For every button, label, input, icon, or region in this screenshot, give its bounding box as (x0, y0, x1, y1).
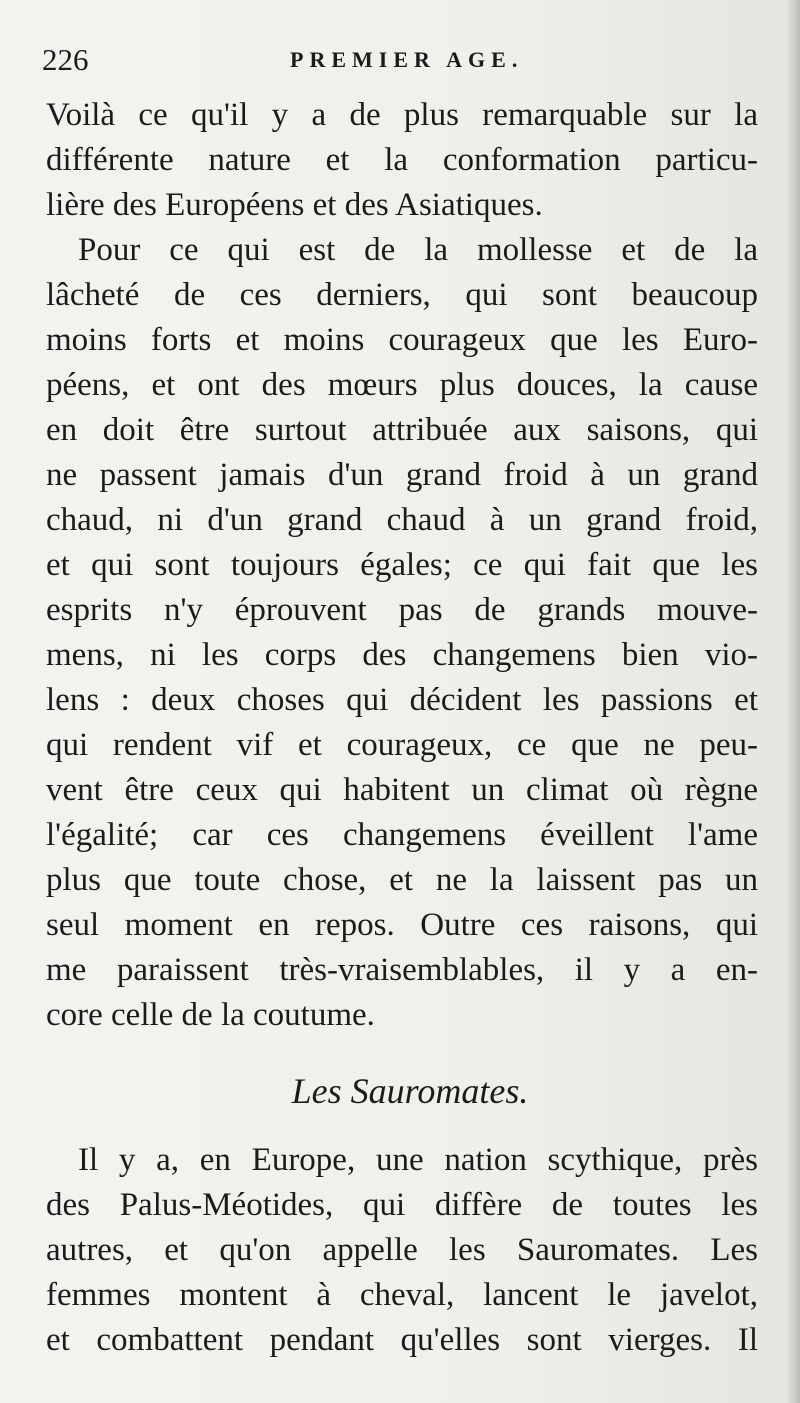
text-line: lière des Européens et des Asiatiques. (46, 187, 543, 223)
text-line: vent être ceux qui habitent un climat où règne (46, 772, 758, 808)
text-line: péens, et ont des mœurs plus douces, la cause (46, 367, 758, 403)
page-header (42, 40, 762, 80)
text-line: lâcheté de ces derniers, qui sont beaucoup (46, 277, 758, 313)
text-line: en doit être surtout attribuée aux saisons, qui (46, 412, 758, 448)
text-line: qui rendent vif et courageux, ce que ne peu- (46, 727, 758, 763)
text-line: mens, ni les corps des changemens bien vio- (46, 637, 758, 673)
page-number: 226 (42, 42, 89, 77)
text-line: différente nature et la conformation particu- (46, 142, 758, 178)
text-line: core celle de la coutume. (46, 997, 375, 1033)
text-line: l'égalité; car ces changemens éveillent l'ame (46, 817, 758, 853)
text-line: moins forts et moins courageux que les Euro- (46, 322, 758, 358)
text-line: seul moment en repos. Outre ces raisons, qui (46, 907, 758, 943)
section-title (0, 1066, 800, 1116)
text-line: et qui sont toujours égales; ce qui fait que les (46, 547, 758, 583)
text-line: autres, et qu'on appelle les Sauromates. Les (46, 1232, 758, 1268)
text-line: Il y a, en Europe, une nation scythique, près (78, 1142, 758, 1178)
text-line: plus que toute chose, et ne la laissent pas un (46, 862, 758, 898)
text-line: chaud, ni d'un grand chaud à un grand froid, (46, 502, 758, 538)
text-line: lens : deux choses qui décident les passions et (46, 682, 758, 718)
text-line: femmes montent à cheval, lancent le javelot, (46, 1277, 758, 1313)
page-edge-shadow (786, 0, 800, 1403)
section-title-text: Les Sauromates. (291, 1071, 529, 1111)
text-line: Pour ce qui est de la mollesse et de la (78, 232, 758, 268)
text-line: des Palus-Méotides, qui diffère de toutes les (46, 1187, 758, 1223)
text-line: Voilà ce qu'il y a de plus remarquable sur la (46, 97, 758, 133)
text-line: esprits n'y éprouvent pas de grands mouve- (46, 592, 758, 628)
text-line: et combattent pendant qu'elles sont vierges. Il (46, 1322, 758, 1358)
text-line: me paraissent très-vraisemblables, il y a en- (46, 952, 758, 988)
text-line: ne passent jamais d'un grand froid à un grand (46, 457, 758, 493)
running-head: PREMIER AGE. (290, 47, 524, 72)
